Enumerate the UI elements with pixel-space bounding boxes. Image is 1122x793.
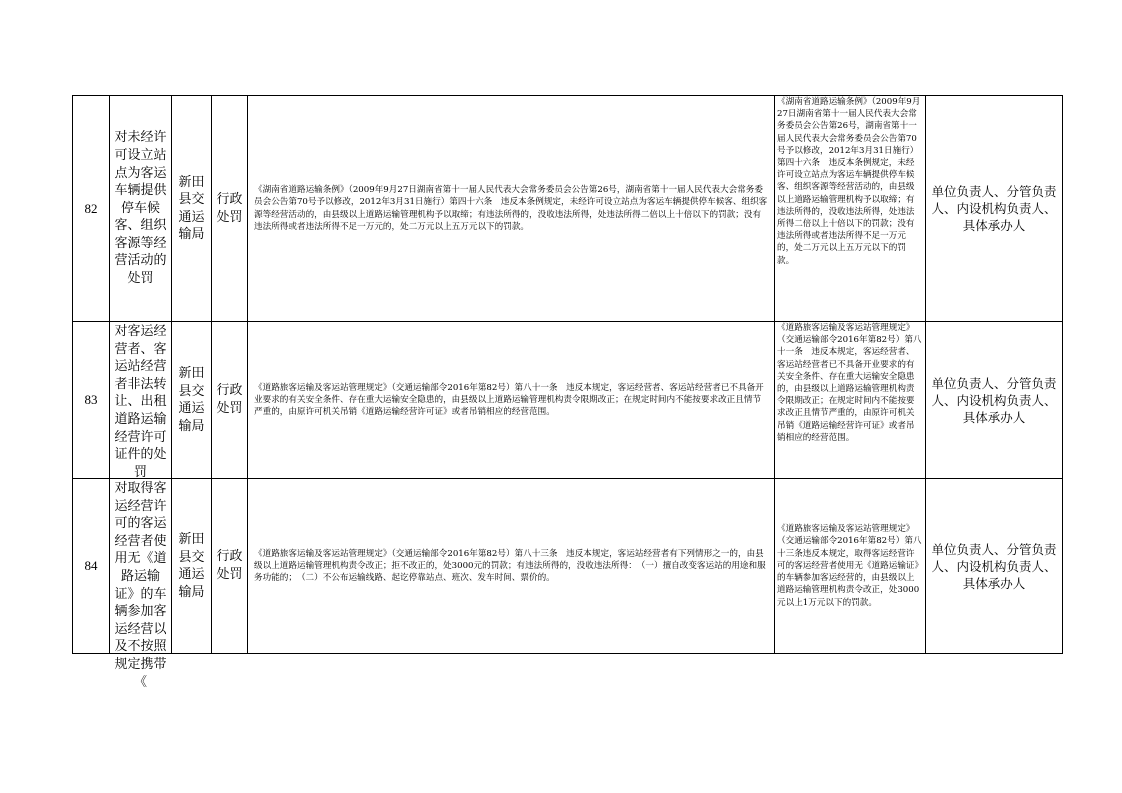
legal-basis: 《湖南省道路运输条例》（2009年9月27日湖南省第十一届人民代表大会常务委员会公告第26号，湖南省第十一届人民代表大会常务委员会公告第70号予以修改，2012年3月31日施行）第四十六条 违反本条例规定，未经许可设立站点为客运车辆提供停车候客、组织客源等经营活动的，由县级以上道路运输管理机构予以取缔；有违法所得的，没收违法所得，处违法所得二倍以上十倍以下的罚款；没有违法所得或者违法所得不足一万元的，处二万元以上五万元以下的罚款。 [248,96,775,322]
power-type: 行政处罚 [212,479,248,654]
table-row [73,322,1063,479]
responsible-persons: 单位负责人、分管负责人、内设机构负责人、具体承办人 [926,479,1063,654]
row-number: 83 [73,322,110,479]
power-type: 行政处罚 [212,96,248,322]
department: 新田县交通运输局 [172,322,212,479]
row-number: 82 [73,96,110,322]
table-row [73,479,1063,654]
responsible-persons: 单位负责人、分管负责人、内设机构负责人、具体承办人 [926,322,1063,479]
legal-basis: 《道路旅客运输及客运站管理规定》（交通运输部令2016年第82号）第八十三条 违反本规定，客运站经营者有下列情形之一的，由县级以上道路运输管理机构责令改正；拒不改正的，处3000元的罚款；有违法所得的，没收违法所得： （一）擅自改变客运站的用途和服务功能的； （二）不公布运输线路、起讫停靠站点、班次、发车时间、票价的。 [248,479,775,654]
table-row [73,96,1063,322]
legal-basis: 《道路旅客运输及客运站管理规定》（交通运输部令2016年第82号）第八十一条 违反本规定，客运经营者、客运站经营者已不具备开业要求的有关安全条件、存在重大运输安全隐患的，由县级以上道路运输管理机构责令限期改正；在规定时间内不能按要求改正且情节严重的，由原许可机关吊销《道路运输经营许可证》或者吊销相应的经营范围。 [248,322,775,479]
penalty-item: 对取得客运经营许可的客运经营者使用无《道路运输证》的车辆参加客运经营以及不按照规定携带《 [110,479,172,654]
legal-basis-excerpt: 《湖南省道路运输条例》（2009年9月27日湖南省第十一届人民代表大会常务委员会公告第26号，湖南省第十一届人民代表大会常务委员会公告第70号予以修改，2012年3月31日施行）第四十六条 违反本条例规定，未经许可设立站点为客运车辆提供停车候客、组织客源等经营活动的，由县级以上道路运输管理机构予以取缔；有违法所得的，没收违法所得，处违法所得二倍以上十倍以下的罚款；没有违法所得或者违法所得不足一万元的，处二万元以上五万元以下的罚款。 [775,96,926,322]
department: 新田县交通运输局 [172,479,212,654]
penalty-item: 对未经许可设立站点为客运车辆提供停车候客、组织客源等经营活动的处罚 [110,96,172,322]
penalty-item: 对客运经营者、客运站经营者非法转让、出租道路运输经营许可证件的处罚 [110,322,172,479]
power-type: 行政处罚 [212,322,248,479]
legal-basis-excerpt: 《道路旅客运输及客运站管理规定》（交通运输部令2016年第82号）第八十三条违反本规定，取得客运经营许可的客运经营者使用无《道路运输证》的车辆参加客运经营的，由县级以上道路运输管理机构责令改正，处3000元以上1万元以下的罚款。 [775,479,926,654]
penalty-table [72,95,1063,690]
department: 新田县交通运输局 [172,96,212,322]
row-number: 84 [73,479,110,654]
responsible-persons: 单位负责人、分管负责人、内设机构负责人、具体承办人 [926,96,1063,322]
legal-basis-excerpt: 《道路旅客运输及客运站管理规定》（交通运输部令2016年第82号）第八十一条 违反本规定，客运经营者、客运站经营者已不具备开业要求的有关安全条件、存在重大运输安全隐患的，由县级以上道路运输管理机构责令限期改正；在规定时间内不能按要求改正且情节严重的，由原许可机关吊销《道路运输经营许可证》或者吊销相应的经营范围。 [775,322,926,479]
